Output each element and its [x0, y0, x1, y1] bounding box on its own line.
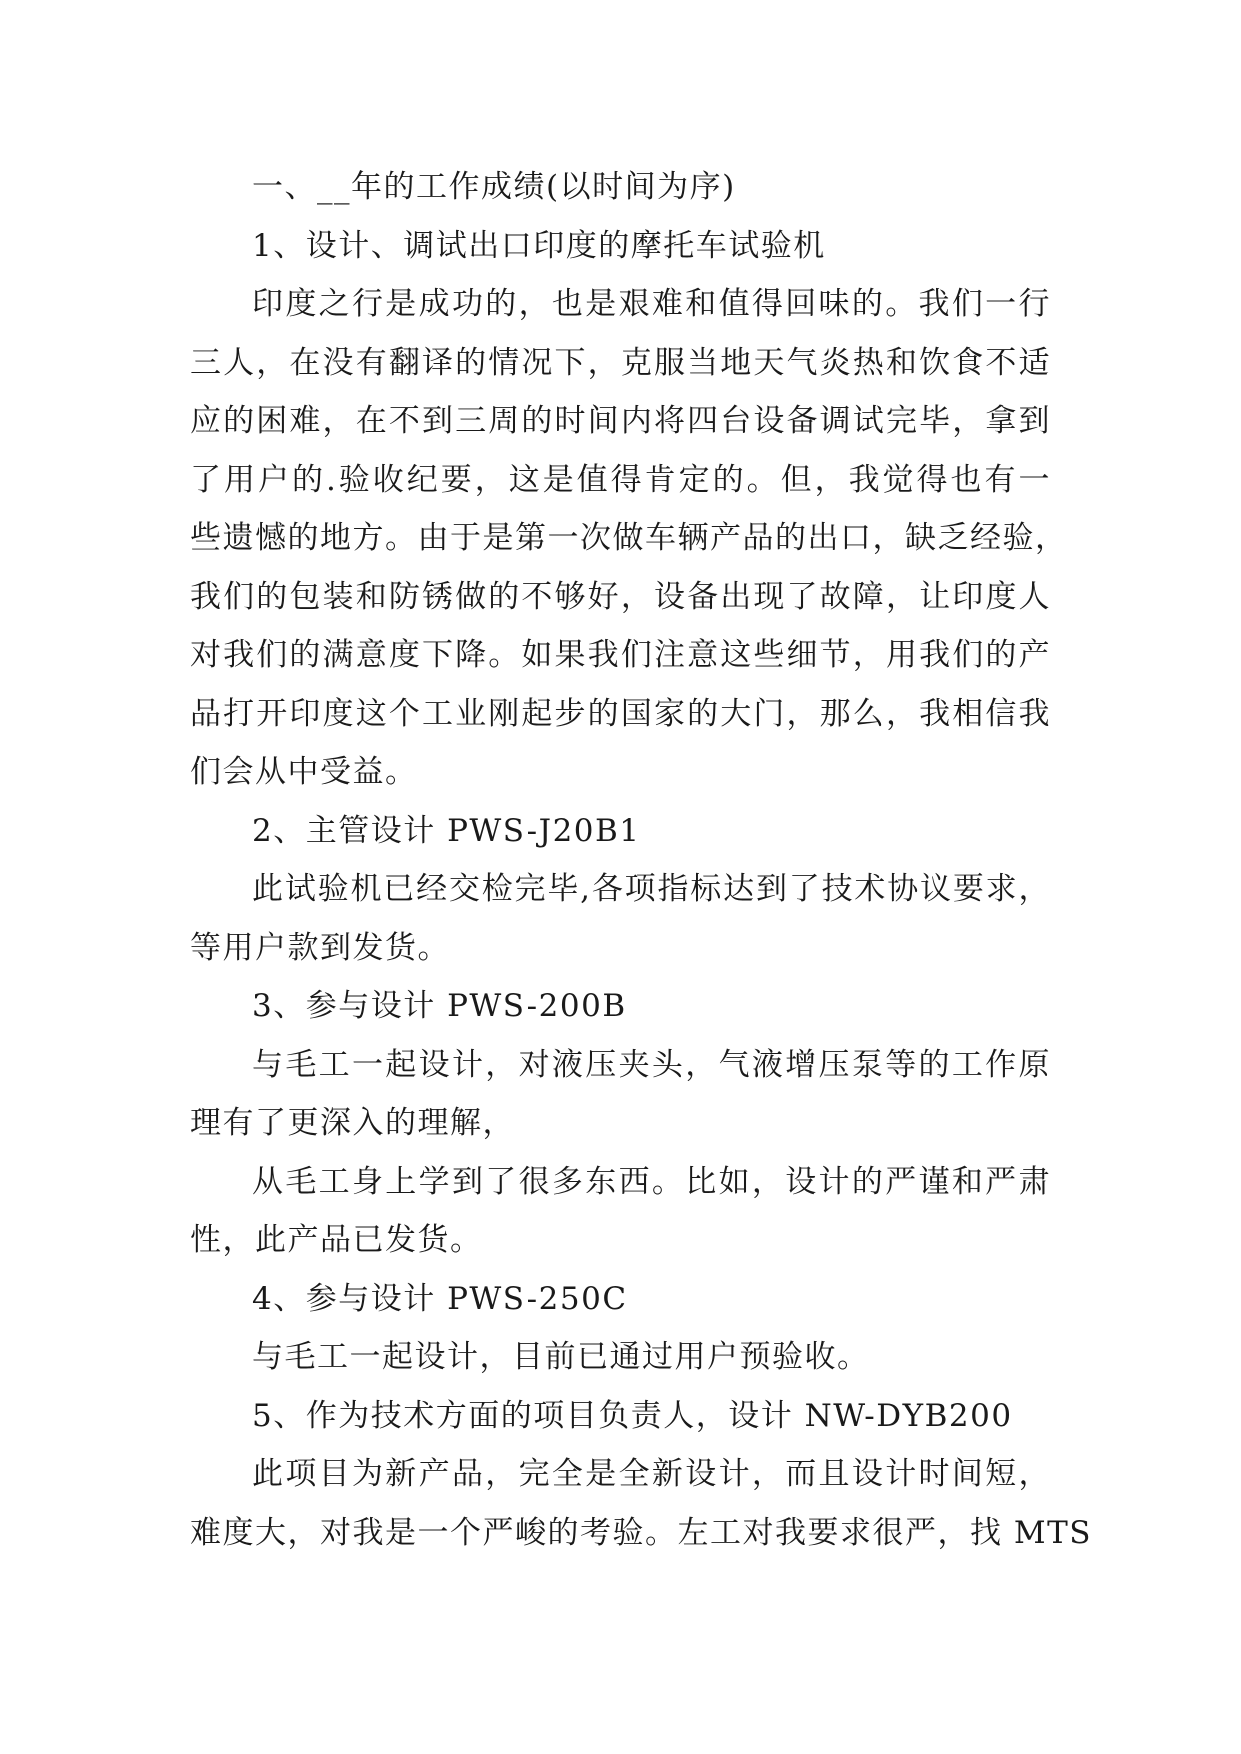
- paragraph-line: 我们的包装和防锈做的不够好，设备出现了故障，让印度人: [190, 578, 1051, 615]
- paragraph-line: 理有了更深入的理解，: [190, 1105, 515, 1141]
- paragraph-line: 印度之行是成功的，也是艰难和值得回味的。我们一行: [252, 286, 1051, 322]
- paragraph-line: 此项目为新产品，完全是全新设计，而且设计时间短，: [252, 1456, 1051, 1492]
- item-heading-1: 1、设计、调试出口印度的摩托车试验机: [252, 227, 826, 264]
- document-body: [190, 158, 1093, 1562]
- paragraph-line: 与毛工一起设计，对液压夹头，气液增压泵等的工作原: [252, 1046, 1051, 1083]
- paragraph-line: 三人，在没有翻译的情况下，克服当地天气炎热和饮食不适: [190, 344, 1051, 381]
- paragraph-line: 了用户的.验收纪要，这是值得肯定的。但，我觉得也有一: [190, 461, 1051, 498]
- paragraph-line: 从毛工身上学到了很多东西。比如，设计的严谨和严肃: [252, 1163, 1051, 1200]
- item-heading-3: 3、参与设计 PWS-200B: [252, 988, 627, 1024]
- paragraph-line: 品打开印度这个工业刚起步的国家的大门，那么，我相信我: [190, 695, 1051, 732]
- item-heading-5: 5、作为技术方面的项目负责人，设计 NW-DYB200: [252, 1397, 1013, 1434]
- section-heading: 一、__年的工作成绩(以时间为序): [252, 169, 736, 205]
- paragraph-line: 性，此产品已发货。: [190, 1222, 483, 1258]
- paragraph-line: 应的困难，在不到三周的时间内将四台设备调试完毕，拿到: [190, 403, 1051, 439]
- paragraph-line: 们会从中受益。: [190, 754, 418, 790]
- paragraph-line: 难度大，对我是一个严峻的考验。左工对我要求很严，找 MTS: [190, 1514, 1093, 1551]
- item-heading-2: 2、主管设计 PWS-J20B1: [252, 812, 641, 849]
- paragraph-line: 对我们的满意度下降。如果我们注意这些细节，用我们的产: [190, 637, 1051, 673]
- paragraph-line: 些遗憾的地方。由于是第一次做车辆产品的出口，缺乏经验，: [190, 520, 1068, 556]
- paragraph-line: 等用户款到发货。: [190, 929, 450, 966]
- paragraph-line: 与毛工一起设计，目前已通过用户预验收。: [252, 1339, 870, 1375]
- paragraph-line: 此试验机已经交检完毕,各项指标达到了技术协议要求，: [252, 871, 1051, 907]
- item-heading-4: 4、参与设计 PWS-250C: [252, 1280, 628, 1317]
